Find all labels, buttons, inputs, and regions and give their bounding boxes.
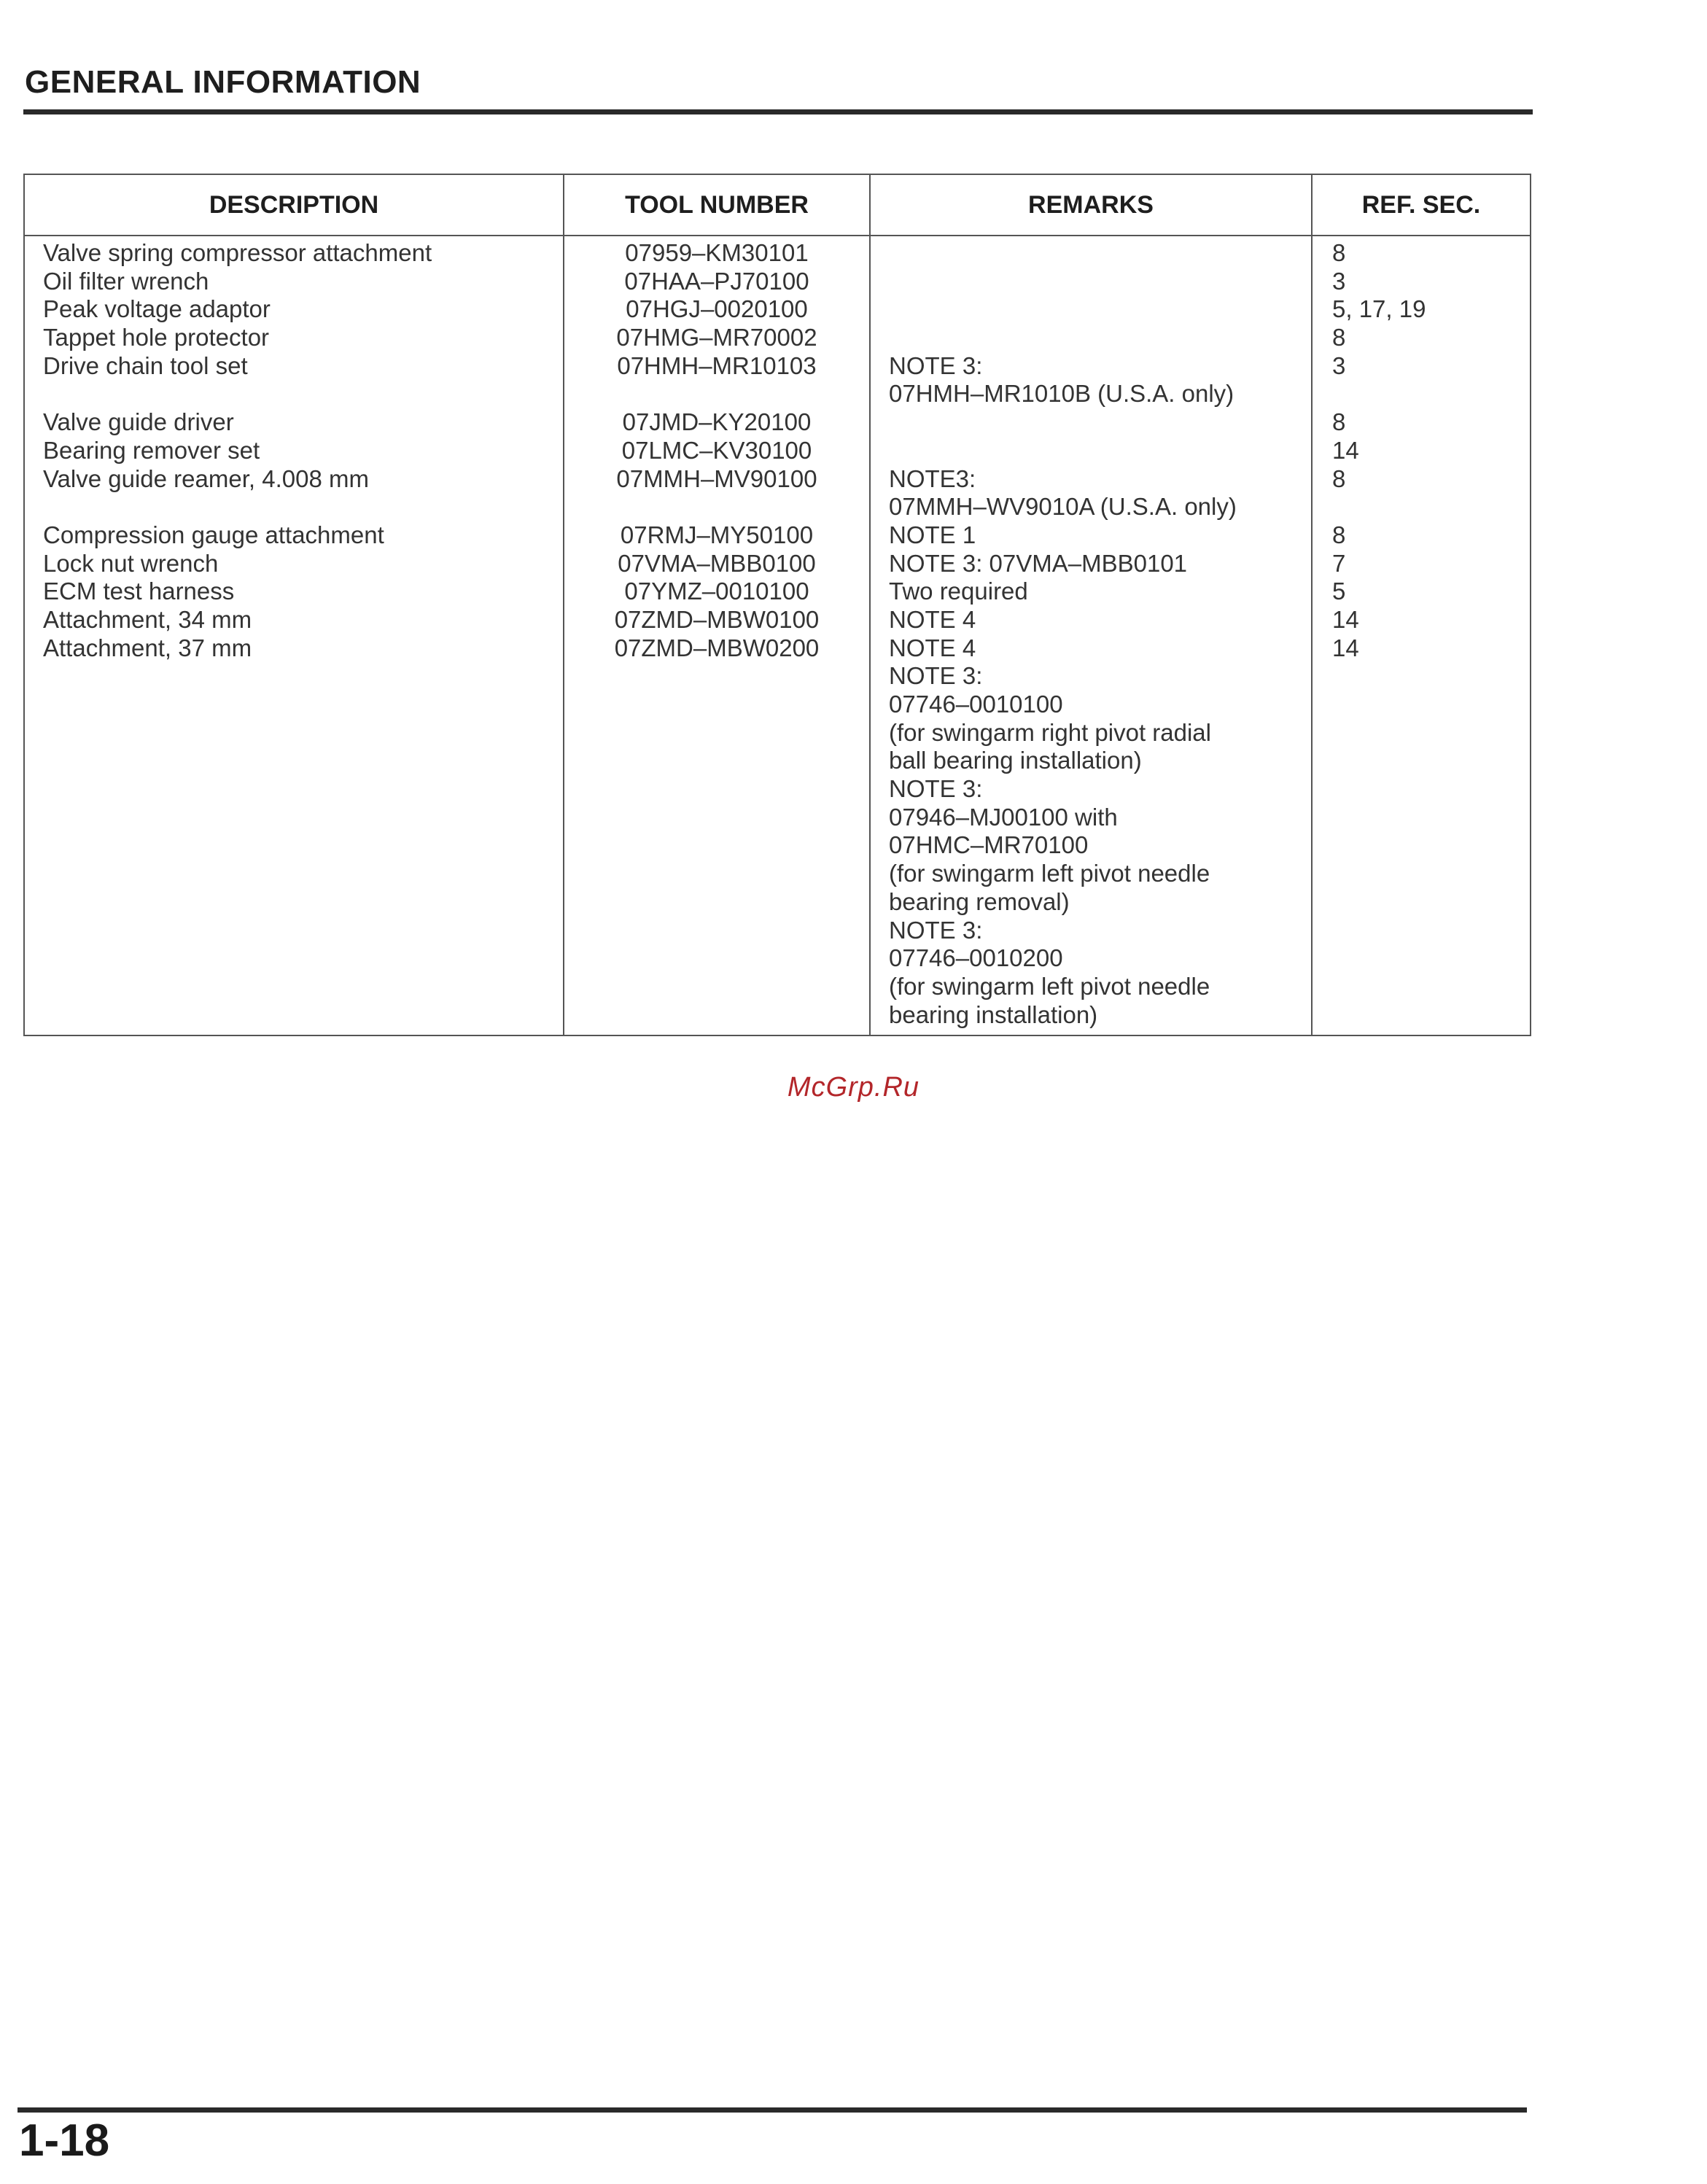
ref-sec-line: 8 (1332, 465, 1346, 492)
remarks-column (870, 236, 1312, 1035)
tool-number-column (564, 236, 870, 1035)
ref-sec-line: 3 (1332, 351, 1346, 379)
ref-sec-line: 8 (1332, 408, 1346, 436)
tool-number-line: 07959–KM30101 (625, 239, 809, 266)
remarks-line (871, 324, 1310, 352)
description-line: Attachment, 37 mm (43, 634, 252, 661)
description-line: Valve guide reamer, 4.008 mm (43, 465, 369, 492)
tool-number-line: 07VMA–MBB0100 (618, 549, 816, 577)
remarks-line: NOTE 4 (889, 605, 976, 633)
remarks-line: 07746–0010200 (889, 944, 1063, 972)
remarks-line: NOTE 4 (889, 634, 976, 661)
tool-number-line: 07HMG–MR70002 (616, 324, 817, 351)
remarks-line: 07HMC–MR70100 (889, 831, 1089, 859)
tool-number-line: 07HMH–MR10103 (617, 351, 817, 379)
column-header-ref-sec: REF. SEC. (1312, 174, 1531, 236)
remarks-line: 07HMH–MR1010B (U.S.A. only) (889, 380, 1234, 408)
ref-sec-line: 8 (1332, 521, 1346, 548)
remarks-line: NOTE 3: (889, 351, 983, 379)
tool-number-line: 07RMJ–MY50100 (620, 521, 814, 548)
description-line: Attachment, 34 mm (43, 605, 252, 633)
ref-sec-line: 5, 17, 19 (1332, 295, 1426, 323)
description-line: Compression gauge attachment (43, 521, 384, 548)
description-line: Drive chain tool set (43, 351, 248, 379)
description-line: Lock nut wrench (43, 549, 219, 577)
header-divider (23, 109, 1533, 114)
ref-sec-line: 14 (1332, 634, 1359, 661)
remarks-line (871, 295, 1310, 324)
ref-sec-line: 5 (1332, 578, 1346, 605)
description-line: ECM test harness (43, 578, 235, 605)
description-line (26, 493, 562, 521)
page-title: GENERAL INFORMATION (25, 64, 421, 100)
description-line: Valve spring compressor attachment (43, 239, 432, 266)
page-number: 1-18 (19, 2115, 110, 2166)
remarks-line: NOTE 3: (889, 662, 983, 690)
column-header-description: DESCRIPTION (24, 174, 564, 236)
tool-number-line: 07HGJ–0020100 (626, 295, 808, 323)
remarks-line: NOTE 3: 07VMA–MBB0101 (889, 549, 1188, 577)
remarks-line: 07MMH–WV9010A (U.S.A. only) (889, 493, 1237, 521)
column-header-tool-number: TOOL NUMBER (564, 174, 870, 236)
remarks-line: ball bearing installation) (889, 747, 1142, 774)
remarks-line: NOTE 1 (889, 521, 976, 548)
remarks-line (871, 239, 1310, 268)
description-line (26, 380, 562, 408)
ref-sec-line: 8 (1332, 324, 1346, 351)
ref-sec-line: 8 (1332, 239, 1346, 266)
tool-number-line: 07ZMD–MBW0100 (614, 605, 820, 633)
ref-sec-line: 3 (1332, 267, 1346, 295)
remarks-line: 07946–MJ00100 with (889, 803, 1118, 831)
tool-number-line: 07JMD–KY20100 (622, 408, 812, 436)
tool-number-line: 07HAA–PJ70100 (624, 267, 809, 295)
remarks-line: bearing removal) (889, 887, 1070, 915)
ref-sec-line: 14 (1332, 605, 1359, 633)
description-line: Bearing remover set (43, 436, 260, 464)
remarks-line: (for swingarm left pivot needle (889, 972, 1210, 1000)
remarks-line (871, 437, 1310, 465)
table-header-row (24, 174, 1531, 236)
table-body-row (24, 236, 1531, 1035)
remarks-line: NOTE 3: (889, 775, 983, 803)
tool-number-line (565, 493, 868, 521)
remarks-line (871, 408, 1310, 437)
special-tools-table (23, 174, 1531, 1036)
column-header-remarks: REMARKS (870, 174, 1312, 236)
tool-number-line (565, 380, 868, 408)
remarks-line: NOTE3: (889, 465, 976, 492)
remarks-line: 07746–0010100 (889, 691, 1063, 718)
remarks-line: (for swingarm left pivot needle (889, 860, 1210, 887)
ref-sec-line (1313, 493, 1529, 521)
remarks-line: NOTE 3: (889, 916, 983, 944)
ref-sec-line: 7 (1332, 549, 1346, 577)
ref-sec-column (1312, 236, 1531, 1035)
remarks-line: (for swingarm right pivot radial (889, 718, 1211, 746)
remarks-line (871, 268, 1310, 296)
tool-number-line: 07LMC–KV30100 (621, 436, 812, 464)
description-line: Oil filter wrench (43, 267, 209, 295)
description-line: Peak voltage adaptor (43, 295, 271, 323)
remarks-line: bearing installation) (889, 1000, 1098, 1028)
description-line: Tappet hole protector (43, 324, 270, 351)
ref-sec-line: 14 (1332, 436, 1359, 464)
description-line: Valve guide driver (43, 408, 234, 436)
ref-sec-line (1313, 380, 1529, 408)
description-column (24, 236, 564, 1035)
remarks-line: Two required (889, 578, 1028, 605)
tool-number-line: 07YMZ–0010100 (624, 578, 809, 605)
watermark: McGrp.Ru (787, 1072, 920, 1103)
footer-divider (18, 2107, 1527, 2113)
tool-number-line: 07ZMD–MBW0200 (614, 634, 820, 661)
tool-number-line: 07MMH–MV90100 (616, 465, 817, 492)
